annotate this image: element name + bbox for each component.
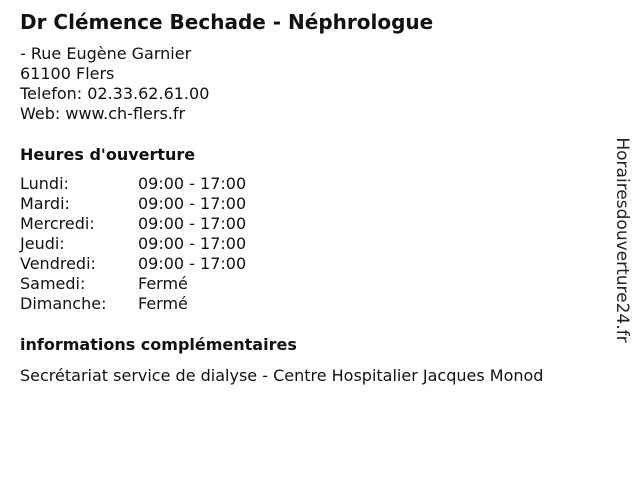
hours-row-tuesday (20, 194, 246, 214)
additional-info-text: Secrétariat service de dialyse - Centre Hospitalier Jacques Monod (20, 366, 544, 385)
address-street: - Rue Eugène Garnier (20, 44, 192, 63)
hours-time: 09:00 - 17:00 (138, 234, 247, 253)
hours-time: Fermé (138, 274, 188, 293)
address-city: 61100 Flers (20, 64, 115, 83)
hours-day: Vendredi: (20, 254, 96, 273)
address-block (20, 44, 209, 124)
hours-day: Mercredi: (20, 214, 95, 233)
hours-row-sunday (20, 294, 246, 314)
hours-time: 09:00 - 17:00 (138, 174, 247, 193)
hours-row-thursday (20, 234, 246, 254)
additional-info-heading: informations complémentaires (20, 335, 297, 354)
hours-day: Lundi: (20, 174, 69, 193)
hours-day: Jeudi: (20, 234, 65, 253)
site-watermark: Horairesdouverture24.fr (612, 137, 632, 343)
hours-row-saturday (20, 274, 246, 294)
hours-time: 09:00 - 17:00 (138, 254, 247, 273)
hours-day: Mardi: (20, 194, 70, 213)
hours-time: 09:00 - 17:00 (138, 214, 247, 233)
hours-day: Dimanche: (20, 294, 107, 313)
hours-row-friday (20, 254, 246, 274)
opening-hours-heading: Heures d'ouverture (20, 145, 196, 164)
page-title: Dr Clémence Bechade - Néphrologue (20, 10, 434, 34)
hours-time: Fermé (138, 294, 188, 313)
hours-day: Samedi: (20, 274, 86, 293)
address-web: Web: www.ch-flers.fr (20, 104, 186, 123)
opening-hours-table (20, 174, 246, 314)
hours-time: 09:00 - 17:00 (138, 194, 247, 213)
address-phone: Telefon: 02.33.62.61.00 (20, 84, 210, 103)
hours-row-monday (20, 174, 246, 194)
hours-row-wednesday (20, 214, 246, 234)
